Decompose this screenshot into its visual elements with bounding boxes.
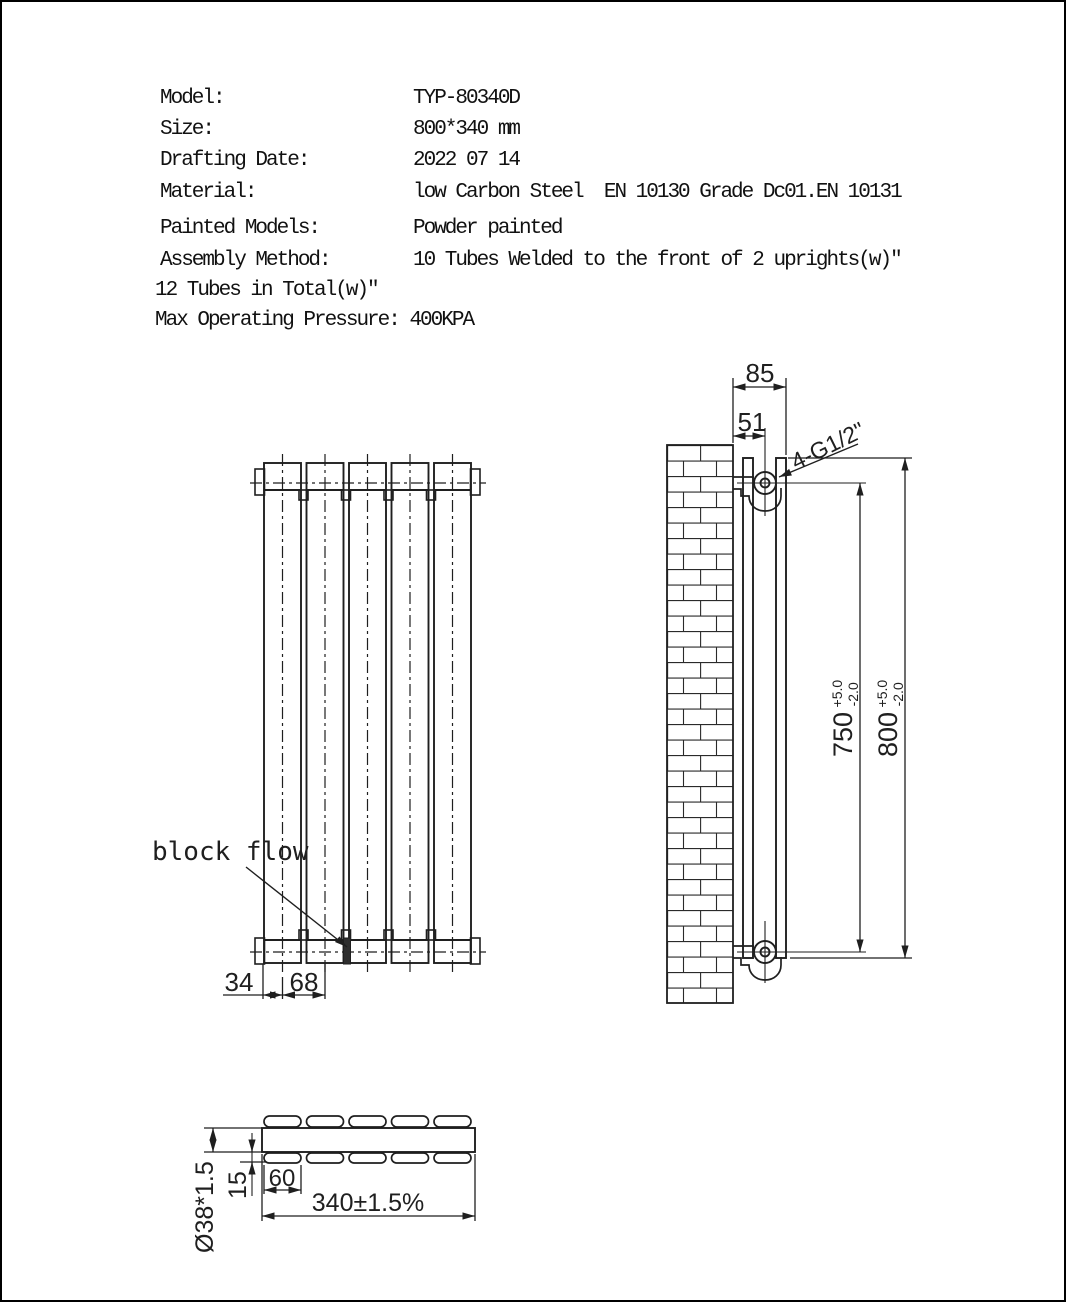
front-view [152, 454, 486, 999]
spec-label: Assembly Method: [160, 249, 330, 272]
header-tube-band [262, 1128, 475, 1152]
spec-value: 2022 07 14 [413, 149, 520, 172]
dim-header-tube-label: Ø38*1.5 [191, 1161, 219, 1253]
front-centerlines [250, 454, 486, 973]
connection-label: 4-G1/2" [786, 416, 869, 475]
top-view [191, 1116, 475, 1253]
spec-label: Painted Models: [160, 217, 320, 240]
back-oval-tubes [264, 1116, 471, 1127]
dim-wall-to-valve-51 [733, 407, 766, 437]
front-dimensions [223, 964, 325, 999]
front-oval-tubes [264, 1153, 471, 1163]
dim-overall-height-label: 800 +5.0 -2.0 [873, 679, 906, 757]
block-flow-annotation [152, 837, 347, 947]
dim-depth-label: 85 [745, 358, 775, 388]
spec-value: 10 Tubes Welded to the front of 2 uprights(w)" [413, 249, 901, 272]
block-flow-label: block flow [152, 837, 309, 867]
spec-label: Model: [160, 87, 224, 110]
side-tube-rows [743, 458, 786, 958]
spec-label: Drafting Date: [160, 149, 309, 172]
dim-tube-pitch: 68 [289, 967, 319, 997]
spec-label: Size: [160, 118, 214, 141]
spec-value: TYP-80340D [413, 87, 520, 110]
dim-valve-spacing-750 [828, 483, 861, 952]
dim-tube-width-label: 60 [268, 1165, 296, 1192]
spec-label: Material: [160, 181, 256, 204]
dim-tube-depth [224, 1133, 266, 1199]
spec-line-tubes-total: 12 Tubes in Total(w)" [155, 279, 378, 302]
wall-brick-section [667, 445, 733, 1003]
connection-callout [779, 417, 869, 477]
dim-tube-width [264, 1165, 301, 1194]
side-view [667, 358, 912, 1003]
dim-edge-to-first-tube: 34 [224, 967, 254, 997]
block-flow-plug [344, 938, 351, 964]
spec-line-max-pressure: Max Operating Pressure: 400KPA [155, 309, 474, 332]
dim-wall-to-valve-label: 51 [737, 407, 767, 437]
dim-tube-depth-label: 15 [224, 1171, 252, 1199]
dim-overall-width-label: 340±1.5% [311, 1189, 425, 1217]
spec-value: low Carbon Steel EN 10130 Grade Dc01.EN 10131 [413, 181, 901, 204]
spec-value: Powder painted [413, 217, 562, 240]
dim-valve-spacing-label: 750 +5.0 -2.0 [828, 679, 861, 757]
spec-value: 800*340 mm [413, 118, 520, 141]
